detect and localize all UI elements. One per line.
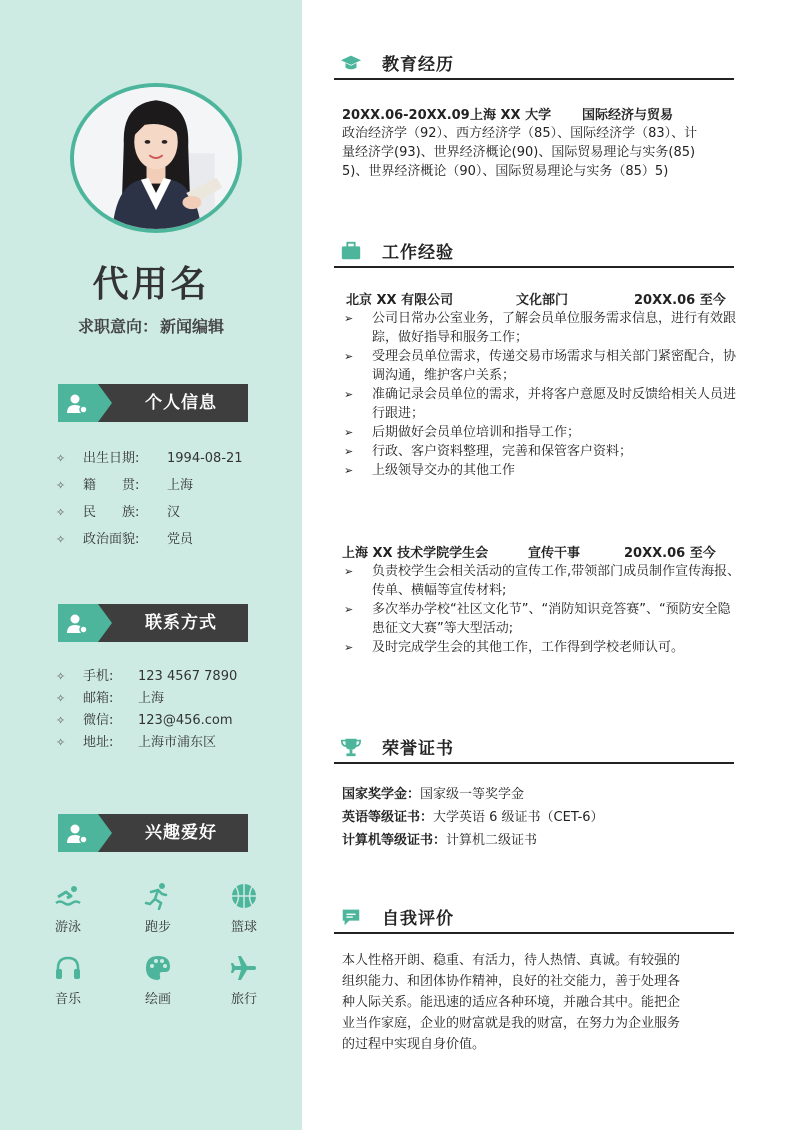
hobby-running: 跑步: [130, 882, 186, 935]
airplane-icon: [230, 954, 258, 982]
self-eval-text: 本人性格开朗、稳重、有活力，待人热情、真诚。有较强的 组织能力、和团体协作精神，良好的社交能力，善于处理各 种人际关系。能迅速的适应各种环境，并融合其中。能把企 业当作家庭，企业的财富就是我的财富，在努力为企业服务 的过程中实现自身价值。: [342, 953, 681, 1052]
user-icon: [65, 611, 89, 635]
basketball-icon: [230, 882, 258, 910]
education-title: 教育经历: [382, 55, 454, 75]
personal-info-list: [56, 445, 243, 553]
job1-period: 20XX.06 至今: [634, 293, 726, 308]
candidate-name: 代用名: [92, 264, 210, 305]
hobby-swimming: 游泳: [40, 882, 96, 935]
contact-row-email: ✧ 邮箱: 上海: [56, 691, 165, 706]
hobby-music: 音乐: [40, 954, 96, 1007]
personal-info-header: [58, 384, 248, 422]
info-row-ethnicity: ✧ 民 族: 汉: [56, 505, 181, 520]
swimming-icon: [54, 882, 82, 910]
running-icon: [144, 882, 172, 910]
list-item: ➢ 受理会员单位需求，传递交易市场需求与相关部门紧密配合，协调沟通，维护客户关系；: [342, 347, 742, 385]
job2-dept: 宣传干事: [528, 546, 581, 561]
job2-duties: [342, 562, 742, 657]
list-item: ➢ 及时完成学生会的其他工作，工作得到学校老师认可。: [342, 638, 742, 657]
job2-company: 上海 XX 技术学院学生会: [342, 546, 489, 561]
job1-head: [346, 289, 726, 308]
contact-title: 联系方式: [145, 613, 217, 633]
contact-list: [56, 666, 237, 754]
job-intent: [0, 314, 302, 337]
job-intent-label: 求职意向：: [77, 317, 158, 336]
work-title: 工作经验: [382, 243, 454, 263]
honors-list: [342, 783, 742, 852]
comment-icon: [340, 906, 362, 928]
list-item: ➢ 负责校学生会相关活动的宣传工作,带领部门成员制作宣传海报、传单、横幅等宣传材料;: [342, 562, 742, 600]
list-item: ➢ 多次举办学校“社区文化节”、“消防知识竞答赛”、“预防安全隐患征文大赛”等大型活动;: [342, 600, 742, 638]
contact-row-phone: ✧ 手机: 123 4567 7890: [56, 669, 238, 684]
honors-title: 荣誉证书: [382, 739, 454, 759]
education-period: 20XX.06-20XX.09: [342, 108, 470, 123]
sidebar: [0, 0, 302, 1130]
hobbies-header: [58, 814, 248, 852]
hobby-travel: 旅行: [216, 954, 272, 1007]
list-item: ➢ 准确记录会员单位的需求，并将客户意愿及时反馈给相关人员进行跟进；: [342, 385, 742, 423]
job-intent-value: 新闻编辑: [160, 317, 225, 336]
job1-duties: [342, 309, 742, 480]
education-header: [334, 50, 734, 80]
list-item: ➢ 后期做好会员单位培训和指导工作；: [342, 423, 742, 442]
user-icon: [65, 391, 89, 415]
avatar: [70, 83, 242, 233]
trophy-icon: [340, 736, 362, 758]
education-major: 国际经济与贸易: [582, 108, 674, 123]
education-school: 上海 XX 大学: [470, 108, 552, 123]
avatar-photo: [74, 87, 238, 229]
self-eval-title: 自我评价: [382, 909, 454, 929]
hobby-painting: 绘画: [130, 954, 186, 1007]
hobby-basketball: 篮球: [216, 882, 272, 935]
graduation-cap-icon: [340, 52, 362, 74]
work-header: [334, 238, 734, 268]
headphones-icon: [54, 954, 82, 982]
honor-row: 计算机等级证书：计算机二级证书: [342, 833, 538, 848]
honors-header: [334, 734, 734, 764]
job2-head: [342, 542, 716, 561]
honor-row: 英语等级证书：大学英语 6 级证书（CET-6）: [342, 810, 604, 825]
header-tab: [58, 604, 98, 642]
palette-icon: [144, 954, 172, 982]
list-item: ➢ 公司日常办公室业务，了解会员单位服务需求信息，进行有效跟踪，做好指导和服务工作；: [342, 309, 742, 347]
info-row-hometown: ✧ 籍 贯: 上海: [56, 478, 194, 493]
personal-info-title: 个人信息: [145, 393, 217, 413]
briefcase-icon: [340, 240, 362, 262]
job1-dept: 文化部门: [516, 293, 569, 308]
job2-period: 20XX.06 至今: [624, 546, 716, 561]
education-head-line: [342, 104, 673, 123]
list-item: ➢ 行政、客户资料整理，完善和保管客户资料；: [342, 442, 742, 461]
honor-row: 国家奖学金：国家级一等奖学金: [342, 787, 525, 802]
contact-header: [58, 604, 248, 642]
list-item: ➢ 上级领导交办的其他工作: [342, 461, 742, 480]
contact-row-address: ✧ 地址: 上海市浦东区: [56, 735, 217, 750]
header-tab: [58, 384, 98, 422]
hobbies-title: 兴趣爱好: [145, 823, 217, 843]
info-row-political: ✧ 政治面貌: 党员: [56, 532, 194, 547]
contact-row-wechat: ✧ 微信: 123@456.com: [56, 713, 233, 728]
job1-company: 北京 XX 有限公司: [346, 293, 454, 308]
self-eval-header: [334, 904, 734, 934]
education-courses: 政治经济学（92）、西方经济学（85）、国际经济学（83）、计 量经济学(93)、世界经济概论(90)、国际贸易理论与实务(85) 5)、世界经济概论（90）、国际贸易理论与实务（85）5): [342, 126, 698, 179]
info-row-birthdate: ✧ 出生日期: 1994-08-21: [56, 451, 243, 466]
header-tab: [58, 814, 98, 852]
user-icon: [65, 821, 89, 845]
